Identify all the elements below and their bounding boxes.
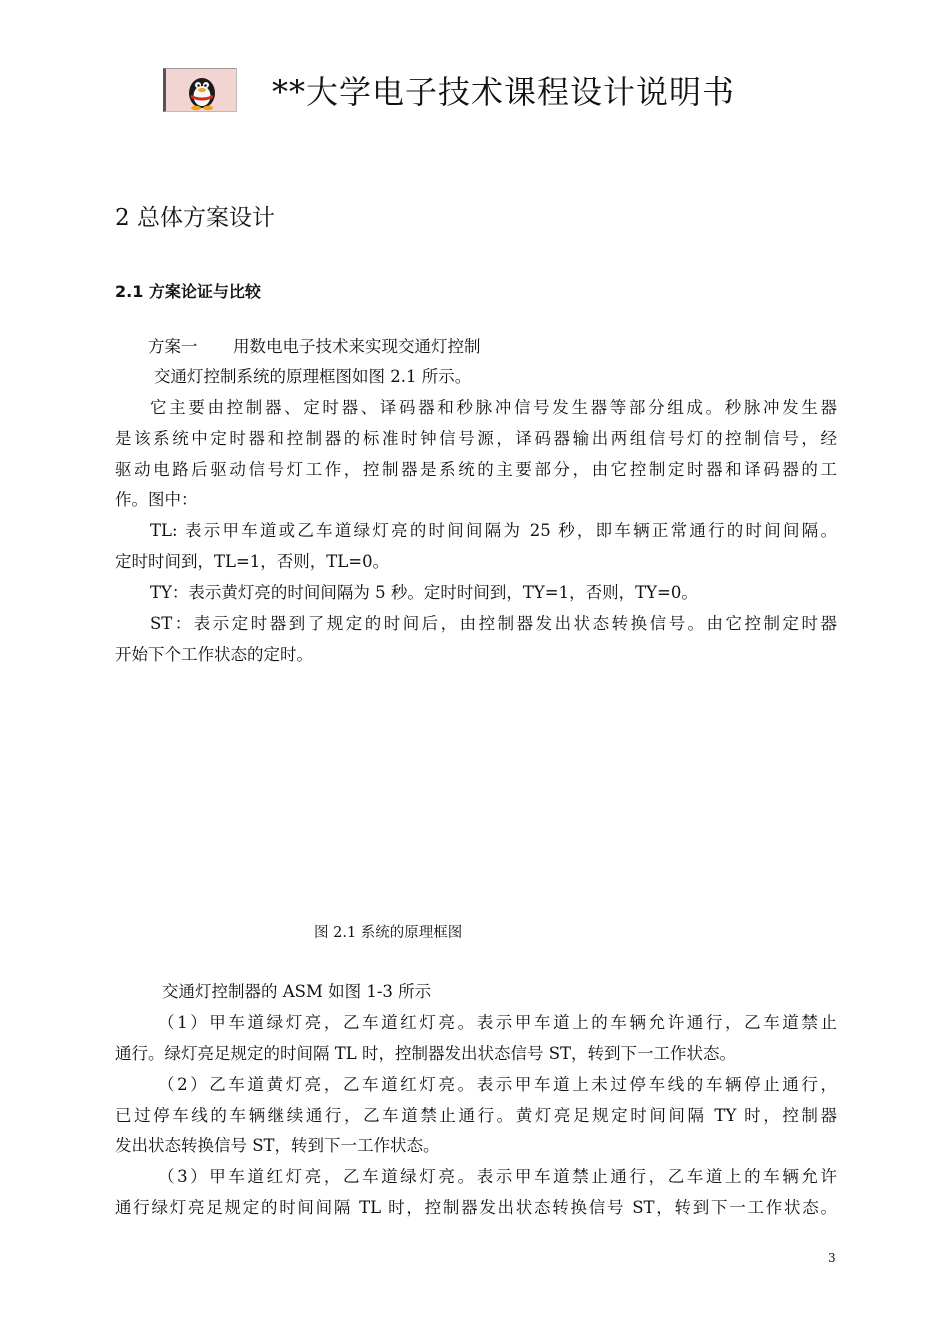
asm-state-2-line: 发出状态转换信号 ST，转到下一工作状态。 [115, 1136, 440, 1155]
asm-state-2-line: 已过停车线的车辆继续通行，乙车道禁止通行。黄灯亮足规定时间间隔 TY 时，控制器 [115, 1106, 837, 1125]
plan-one-description: 用数电电子技术来实现交通灯控制 [233, 337, 481, 356]
paragraph-components-line: 作。图中： [115, 490, 198, 509]
asm-intro: 交通灯控制器的 ASM 如图 1-3 所示 [162, 982, 432, 1001]
paragraph-components-line: 它主要由控制器、定时器、译码器和秒脉冲信号发生器等部分组成。秒脉冲发生器 [150, 398, 837, 417]
definition-tl-line: 定时时间到，TL=1，否则，TL=0。 [115, 552, 390, 571]
page-number: 3 [828, 1251, 836, 1265]
asm-state-1-line: （1）甲车道绿灯亮，乙车道红灯亮。表示甲车道上的车辆允许通行，乙车道禁止 [158, 1013, 837, 1032]
asm-state-2-line: （2）乙车道黄灯亮，乙车道红灯亮。表示甲车道上未过停车线的车辆停止通行， [158, 1075, 837, 1094]
definition-st-line: 开始下个工作状态的定时。 [115, 645, 313, 664]
paragraph-components-line: 驱动电路后驱动信号灯工作，控制器是系统的主要部分，由它控制定时器和译码器的工 [115, 460, 837, 479]
section-heading: 2 总体方案设计 [115, 205, 275, 231]
figure-caption: 图 2.1 系统的原理框图 [314, 925, 463, 941]
plan-one-label: 方案一 [148, 337, 198, 356]
definition-tl-line: TL: 表示甲车道或乙车道绿灯亮的时间间隔为 25 秒，即车辆正常通行的时间间隔。 [150, 521, 837, 540]
penguin-icon [163, 68, 237, 112]
definition-ty-line: TY：表示黄灯亮的时间间隔为 5 秒。定时时间到，TY=1，否则，TY=0。 [150, 583, 698, 602]
document-title: **大学电子技术课程设计说明书 [272, 73, 736, 111]
paragraph-components-line: 是该系统中定时器和控制器的标准时钟信号源，译码器输出两组信号灯的控制信号，经 [115, 429, 837, 448]
asm-state-3-line: （3）甲车道红灯亮，乙车道绿灯亮。表示甲车道禁止通行，乙车道上的车辆允许 [158, 1167, 837, 1186]
definition-st-line: ST：表示定时器到了规定的时间后，由控制器发出状态转换信号。由它控制定时器 [150, 614, 837, 633]
asm-state-1-line: 通行。绿灯亮足规定的时间隔 TL 时，控制器发出状态信号 ST，转到下一工作状态。 [115, 1044, 737, 1063]
subsection-heading: 2.1 方案论证与比较 [115, 282, 261, 301]
paragraph-framework: 交通灯控制系统的原理框图如图 2.1 所示。 [154, 367, 472, 386]
asm-state-3-line: 通行绿灯亮足规定的时间间隔 TL 时，控制器发出状态转换信号 ST，转到下一工作状态。 [115, 1198, 837, 1217]
